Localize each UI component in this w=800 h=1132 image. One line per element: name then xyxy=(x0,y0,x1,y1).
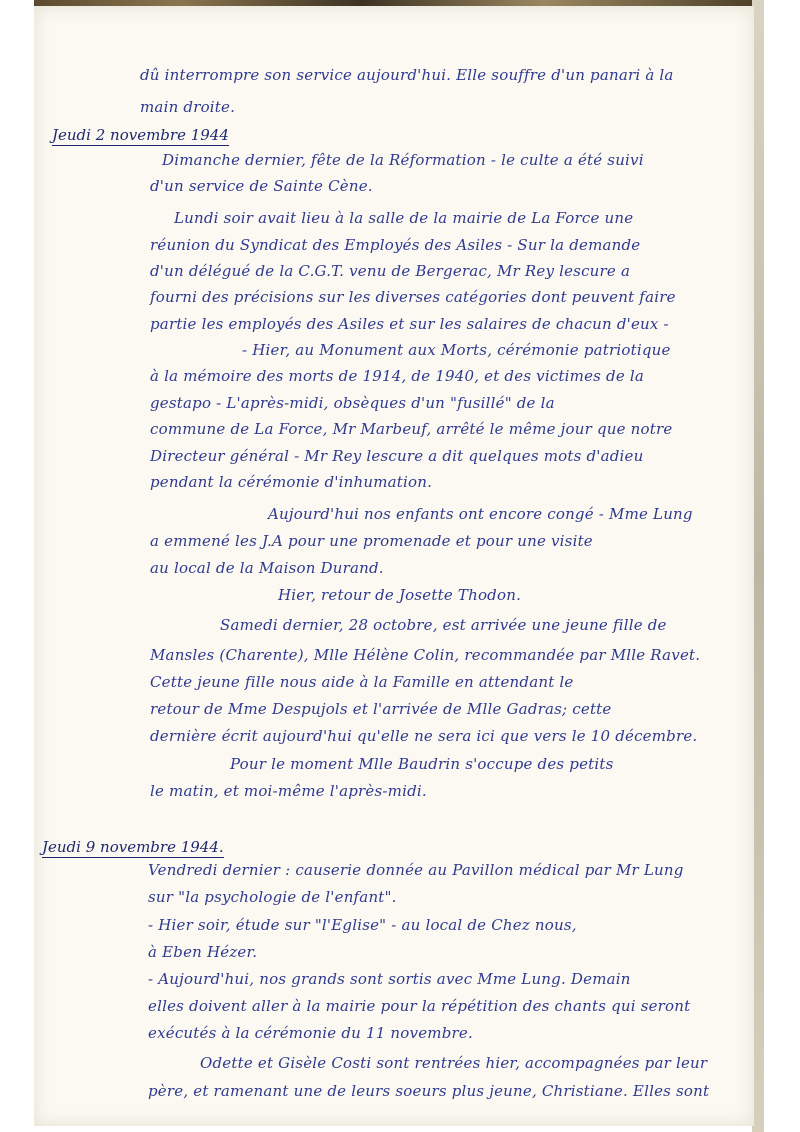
handwritten-line: Cette jeune fille nous aide à la Famille en attendant le xyxy=(150,673,574,691)
handwritten-line: père, et ramenant une de leurs soeurs plus jeune, Christiane. Elles sont xyxy=(148,1082,710,1100)
handwritten-line: le matin, et moi-même l'après-midi. xyxy=(150,782,427,800)
handwritten-line: retour de Mme Despujols et l'arrivée de Mlle Gadras; cette xyxy=(150,700,612,718)
handwritten-line: dernière écrit aujourd'hui qu'elle ne sera ici que vers le 10 décembre. xyxy=(150,727,698,745)
diary-page xyxy=(34,6,754,1126)
handwritten-line: Dimanche dernier, fête de la Réformation - le culte a été suivi xyxy=(162,151,644,169)
handwritten-line: partie les employés des Asiles et sur les salaires de chacun d'eux - xyxy=(150,315,669,333)
handwritten-line: Samedi dernier, 28 octobre, est arrivée une jeune fille de xyxy=(220,616,667,634)
handwritten-line: fourni des précisions sur les diverses catégories dont peuvent faire xyxy=(150,288,676,306)
handwritten-line: commune de La Force, Mr Marbeuf, arrêté le même jour que notre xyxy=(150,420,673,438)
handwritten-line: Aujourd'hui nos enfants ont encore congé - Mme Lung xyxy=(268,505,693,523)
handwritten-line: Hier, retour de Josette Thodon. xyxy=(278,586,522,604)
handwritten-line: d'un service de Sainte Cène. xyxy=(150,177,373,195)
handwritten-line: Vendredi dernier : causerie donnée au Pavillon médical par Mr Lung xyxy=(148,861,684,879)
handwritten-line: Pour le moment Mlle Baudrin s'occupe des petits xyxy=(230,755,614,773)
handwritten-line: dû interrompre son service aujourd'hui. Elle souffre d'un panari à la xyxy=(140,66,674,84)
handwritten-line: d'un délégué de la C.G.T. venu de Bergerac, Mr Rey lescure a xyxy=(150,262,631,280)
handwritten-line: main droite. xyxy=(140,98,236,116)
handwritten-line: à Eben Hézer. xyxy=(148,943,258,961)
handwritten-line: exécutés à la cérémonie du 11 novembre. xyxy=(148,1024,473,1042)
handwritten-line: Directeur général - Mr Rey lescure a dit quelques mots d'adieu xyxy=(150,447,644,465)
handwritten-line: sur "la psychologie de l'enfant". xyxy=(148,888,397,906)
handwritten-line: au local de la Maison Durand. xyxy=(150,559,384,577)
handwritten-line: Odette et Gisèle Costi sont rentrées hier, accompagnées par leur xyxy=(200,1054,708,1072)
handwritten-line: elles doivent aller à la mairie pour la répétition des chants qui seront xyxy=(148,997,691,1015)
handwritten-line: réunion du Syndicat des Employés des Asiles - Sur la demande xyxy=(150,236,641,254)
handwritten-line: Mansles (Charente), Mlle Hélène Colin, recommandée par Mlle Ravet. xyxy=(150,646,701,664)
handwritten-line: - Hier soir, étude sur "l'Eglise" - au local de Chez nous, xyxy=(148,916,577,934)
handwritten-line: - Hier, au Monument aux Morts, cérémonie patriotique xyxy=(242,341,671,359)
handwritten-line: à la mémoire des morts de 1914, de 1940, et des victimes de la xyxy=(150,367,645,385)
entry-date: Jeudi 9 novembre 1944. xyxy=(42,838,224,856)
handwritten-line: a emmené les J.A pour une promenade et pour une visite xyxy=(150,532,593,550)
handwritten-line: gestapo - L'après-midi, obsèques d'un "fusillé" de la xyxy=(150,394,555,412)
handwritten-line: Lundi soir avait lieu à la salle de la mairie de La Force une xyxy=(174,209,634,227)
handwritten-line: - Aujourd'hui, nos grands sont sortis avec Mme Lung. Demain xyxy=(148,970,631,988)
handwritten-line: pendant la cérémonie d'inhumation. xyxy=(150,473,433,491)
entry-date: Jeudi 2 novembre 1944 xyxy=(52,126,229,144)
